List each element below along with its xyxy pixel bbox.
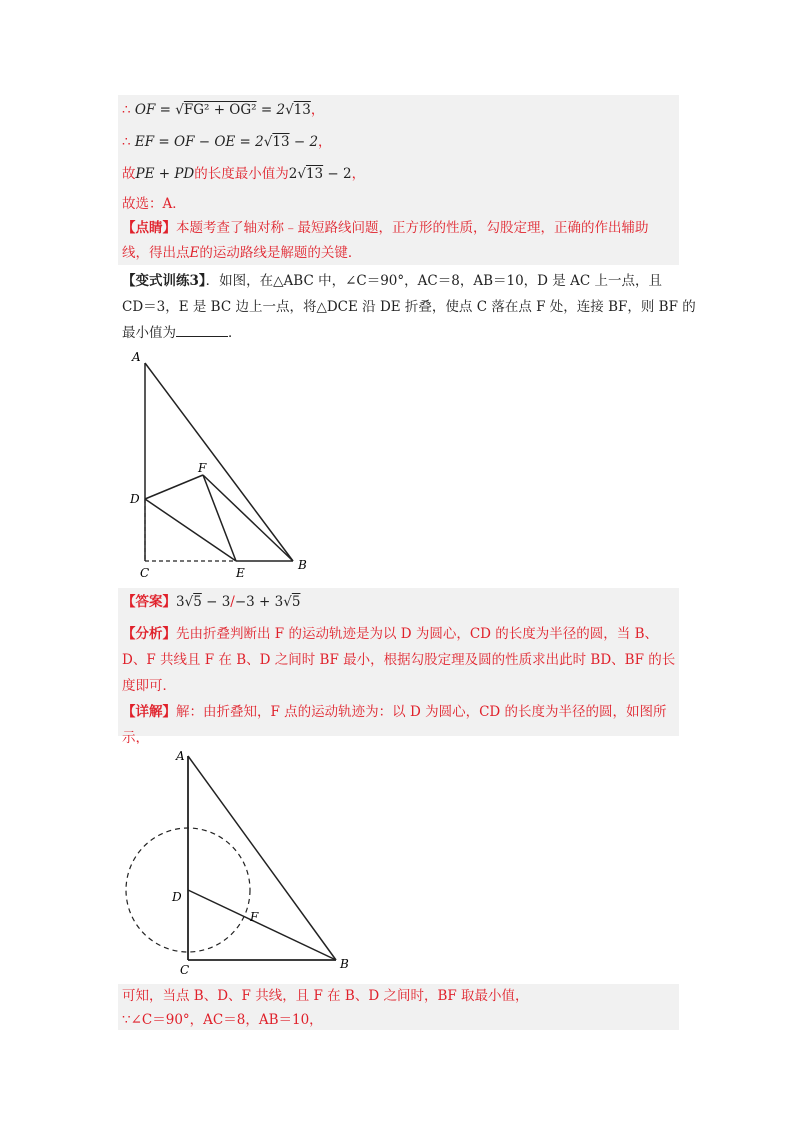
- analysis-line-3: 度即可．: [122, 678, 176, 694]
- label-d: D: [172, 890, 182, 904]
- problem-line-2: CD＝3，E 是 BC 边上一点，将△DCE 沿 DE 折叠，使点 C 落在点 F 处，连接 BF，则 BF 的: [122, 299, 696, 315]
- solution-choice: 故选：A．: [122, 196, 186, 212]
- figure-triangle-fold: [120, 345, 320, 585]
- answer-blank: [176, 324, 228, 337]
- label-c: C: [140, 566, 150, 580]
- analysis-line-1: 【分析】先由折叠判断出 F 的运动轨迹是为以 D 为圆心，CD 的长度为半径的圆，当 B、: [122, 626, 659, 642]
- problem-line-3: 最小值为 ．: [122, 325, 242, 341]
- conclusion-line-1: 可知，当点 B、D、F 共线，且 F 在 B、D 之间时，BF 取最小值，: [122, 988, 529, 1004]
- detail-line-1: 【详解】解：由折叠知，F 点的运动轨迹为：以 D 为圆心，CD 的长度为半径的圆，如图所: [122, 704, 667, 720]
- comment-line-1: 【点睛】本题考查了轴对称﹣最短路线问题，正方形的性质，勾股定理，正确的作出辅助: [122, 220, 649, 236]
- label-b: B: [298, 558, 307, 572]
- answer-line: 【答案】3√5 − 3/−3 + 3√5: [122, 594, 301, 610]
- solution-line-ef: ∴ EF = OF − OE = 2√13 − 2，: [122, 134, 332, 150]
- label-c: C: [180, 963, 190, 976]
- solution-line-min: 故PE + PD的长度最小值为2√13 − 2，: [122, 166, 366, 182]
- figure-circle-path: [118, 744, 358, 976]
- comment-line-2: 线，得出点E的运动路线是解题的关键．: [122, 245, 362, 261]
- solution-line-of: ∴ OF = √FG² + OG² = 2√13，: [122, 102, 325, 118]
- label-e: E: [236, 566, 245, 580]
- label-a: A: [176, 749, 185, 763]
- label-f: F: [198, 461, 207, 475]
- label-a: A: [132, 350, 141, 364]
- problem-line-1: 【变式训练3】．如图，在△ABC 中，∠C＝90°，AC＝8，AB＝10，D 是 AC 上一点，且: [122, 273, 662, 289]
- conclusion-line-2: ∵∠C＝90°，AC＝8，AB＝10，: [122, 1012, 323, 1028]
- analysis-line-2: D、F 共线且 F 在 B、D 之间时 BF 最小，根据勾股定理及圆的性质求出此时 BD、BF 的长: [122, 652, 676, 668]
- label-d: D: [130, 492, 140, 506]
- label-b: B: [340, 957, 349, 971]
- label-f: F: [250, 910, 259, 924]
- detail-line-2: 示，: [122, 730, 149, 746]
